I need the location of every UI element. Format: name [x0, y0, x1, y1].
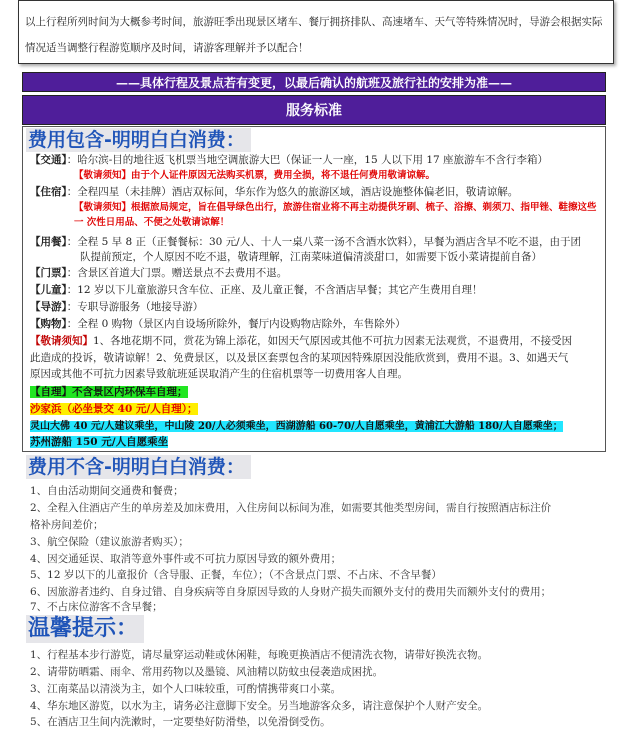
tip-item: 3、江南菜品以清淡为主，如个人口味较重，可酌情携带爽口小菜。	[30, 683, 342, 695]
excluded-item: 格补房间差价；	[30, 519, 104, 531]
traffic-text: ：哈尔滨-目的地往返飞机票当地空调旅游大巴（保证一人一座，15 人以下用 17 座旅游车不含行李箱）	[66, 154, 549, 166]
self-pay-row	[30, 385, 188, 399]
service-standard-title: 服务标准	[22, 95, 606, 125]
excluded-item: 7、不占床位游客不含早餐；	[30, 601, 163, 613]
ticket-text: ：含景区首道大门票。赠送景点不去费用不退。	[66, 267, 288, 279]
extra-text-1: 灵山大佛 40 元/人建议乘坐，中山陵 20/人必须乘坐，西湖游船 60-70/人自愿乘坐，黄浦江大游船 180/人自愿乘坐；	[30, 421, 563, 432]
traffic-notice: 【敬请须知】由于个人证件原因无法购买机票，费用全损，将不退任何费用敬请谅解。	[74, 170, 436, 181]
lodging-notice-1: 【敬请须知】根据旅局规定，旨在倡导绿色出行，旅游住宿业将不再主动提供牙刷、梳子、浴擦、剃须刀、指甲锉、鞋擦这些	[74, 202, 597, 213]
excluded-heading: 费用不含-明明白白消费：	[26, 455, 251, 479]
traffic-tag: 【交通】	[30, 154, 67, 166]
beach-text: 沙家浜（必坐景交 40 元/人自理）；	[30, 403, 198, 415]
lodging-text: ：全程四星（未挂牌）酒店双标间，华东作为悠久的旅游区域，酒店设施整体偏老旧，敬请谅解。	[66, 186, 519, 198]
notice-text-2: 此造成的投诉，敬请谅解！2、免费景区，以及景区套票包含的某项因特殊原因没能欣赏到，费用不退。3、如遇天气	[30, 352, 569, 364]
top-note-line-1: 以上行程所列时间为大概参考时间，旅游旺季出现景区堵车、餐厅拥挤排队、高速堵车、天气等特殊情况时，导游会根据实际	[25, 16, 603, 28]
ticket-row	[30, 266, 287, 280]
excluded-item: 2、全程入住酒店产生的单房差及加床费用，入住房间以标间为准，如需要其他类型房间，需自行按照酒店标注价	[30, 502, 552, 514]
top-note	[18, 0, 614, 64]
excluded-item: 5、12 岁以下的儿童报价（含导服、正餐，车位）；（不含景点门票、不占床、不含早餐）	[30, 569, 442, 581]
notice-tag: 【敬请须知】	[30, 335, 93, 347]
meal-text-2: 队提前预定，个人原因不吃不退，敬请理解，江南菜味道偏清淡甜口，如需要下饭小菜请提前自备）	[80, 251, 542, 263]
lodging-row	[30, 185, 518, 199]
shop-text: ：全程 0 购物（景区内自设场所除外，餐厅内设购物店除外，车售除外）	[66, 318, 406, 330]
meal-tag: 【用餐】	[30, 236, 67, 248]
excluded-item: 3、航空保险（建议旅游者购买）；	[30, 536, 189, 548]
guide-text: ：专职导游服务（地接导游）	[66, 301, 204, 313]
child-text: ：12 岁以下儿童旅游只含车位、正座、及儿童正餐，不含酒店早餐；其它产生费用自理！	[66, 284, 483, 296]
child-row	[30, 283, 482, 297]
ticket-tag: 【门票】	[30, 267, 67, 279]
notice-row-1	[30, 334, 572, 348]
child-tag: 【儿童】	[30, 284, 67, 296]
lodging-notice-2: 一 次性日用品、不便之处敬请谅解！	[74, 217, 230, 228]
excluded-item: 6、因旅游者违约、自身过错、自身疾病等自身原因导致的人身财产损失而额外支付的费用失而额外支付的费用；	[30, 586, 552, 598]
meal-row	[30, 235, 581, 249]
shop-row	[30, 317, 406, 331]
guide-row	[30, 300, 203, 314]
traffic-row	[30, 153, 548, 167]
extra-text-2: 苏州游船 150 元/人自愿乘坐	[30, 436, 169, 448]
self-pay-text: 不含景区内环保车自理；	[72, 386, 188, 398]
notice-text-3: 原因或其他不可抗力因素导致航班延误取消产生的住宿机票等一切费用客人自理。	[30, 368, 408, 380]
notice-text-1: 1、各地花期不同，赏花为锦上添花，如因天气原因或其他不可抗力因素无法观赏，不退费用，不接受因	[93, 335, 573, 347]
guide-tag: 【导游】	[30, 301, 67, 313]
extra-row-1	[30, 419, 563, 434]
included-heading: 费用包含-明明白白消费：	[26, 128, 251, 152]
shop-tag: 【购物】	[30, 318, 67, 330]
lodging-tag: 【住宿】	[30, 186, 67, 198]
itinerary-change-banner: ——具体行程及景点若有变更，以最后确认的航班及旅行社的安排为准——	[22, 72, 606, 92]
excluded-item: 1、自由活动期间交通费和餐费；	[30, 485, 184, 497]
tip-item: 1、行程基本步行游览，请尽量穿运动鞋或休闲鞋，每晚更换酒店不便清洗衣物，请带好换洗衣物。	[30, 649, 489, 661]
self-pay-tag: 【自理】	[30, 386, 72, 398]
tip-item: 2、请带防晒霜、雨伞、常用药物以及墨镜、风油精以防蚊虫侵袭造成困扰。	[30, 666, 384, 678]
beach-row	[30, 402, 198, 416]
top-note-line-2: 情况适当调整行程游览顺序及时间，请游客理解并予以配合！	[25, 42, 309, 54]
meal-text-1: ：全程 5 早 8 正（正餐餐标：30 元/人、十人一桌八菜一汤不含酒水饮料），早餐为酒店含早不吃不退，由于团	[66, 236, 581, 248]
tips-heading: 温馨提示：	[26, 615, 144, 643]
extra-row-2	[30, 435, 168, 449]
tip-item: 4、华东地区游览，以水为主，请务必注意脚下安全。另当地游客众多，请注意保护个人财产安全。	[30, 700, 489, 712]
tip-item: 5、在酒店卫生间内洗漱时，一定要垫好防滑垫，以免滑倒受伤。	[30, 716, 331, 728]
excluded-item: 4、因交通延误、取消等意外事件或不可抗力原因导致的额外费用；	[30, 553, 342, 565]
